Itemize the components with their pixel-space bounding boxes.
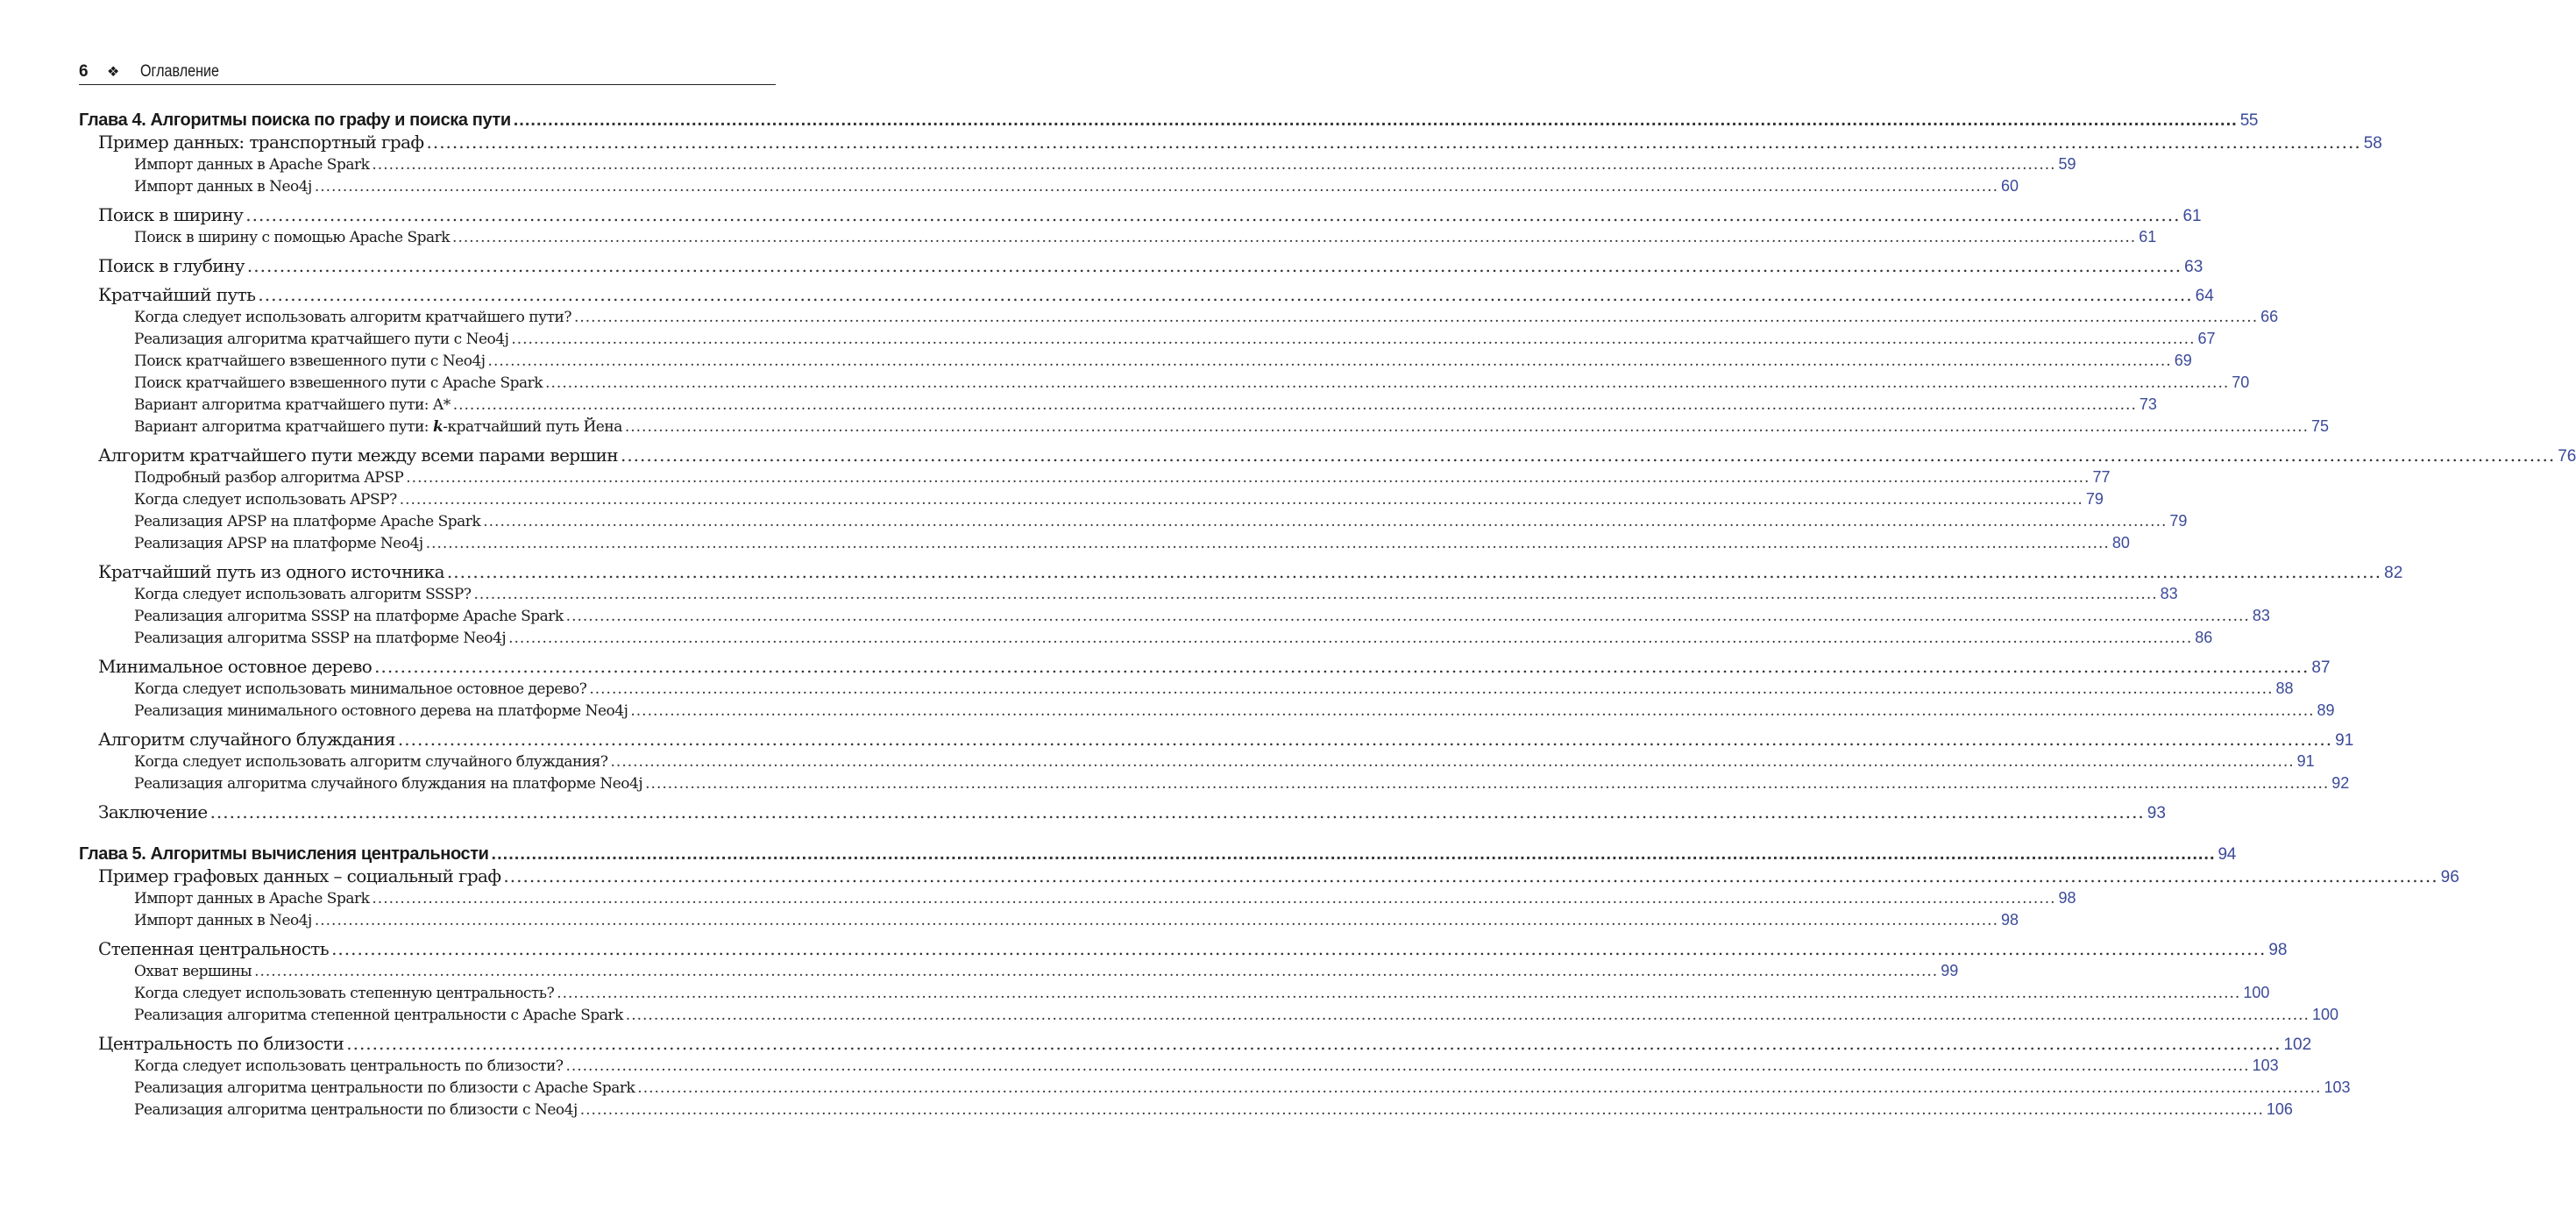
title-emphasis: k bbox=[432, 418, 444, 436]
title-text: Поиск в ширину bbox=[98, 204, 244, 225]
title-text: Реализация APSP на платформе Apache Spark bbox=[134, 513, 481, 530]
toc-entry-title bbox=[134, 751, 608, 773]
toc-subsection[interactable] bbox=[79, 700, 2335, 722]
title-text: Когда следует использовать степенную центральность? bbox=[134, 985, 555, 1002]
title-text: Импорт данных в Apache Spark bbox=[134, 156, 370, 174]
toc-chapter[interactable] bbox=[79, 110, 2259, 132]
dot-leader: ............................................................................................................................................................................................................................................................................................................ bbox=[557, 985, 2241, 1002]
toc-subsection[interactable] bbox=[79, 887, 2076, 909]
title-text: Алгоритм кратчайшего пути между всеми парами вершин bbox=[98, 445, 618, 466]
dot-leader: ............................................................................................................................................................................................................................................................................................................ bbox=[258, 284, 2193, 305]
title-text: Поиск кратчайшего взвешенного пути с Apache Spark bbox=[134, 374, 543, 392]
dot-leader: ............................................................................................................................................................................................................................................................................................................ bbox=[254, 963, 1939, 980]
toc-entry-title bbox=[134, 888, 369, 910]
toc-entry-title bbox=[98, 284, 255, 306]
dot-leader: ............................................................................................................................................................................................................................................................................................................ bbox=[645, 775, 2330, 793]
running-header bbox=[79, 60, 776, 85]
toc-page-number[interactable]: 61 bbox=[2182, 207, 2202, 225]
dot-leader: ............................................................................................................................................................................................................................................................................................................ bbox=[625, 1007, 2310, 1024]
dot-leader: ............................................................................................................................................................................................................................................................................................................ bbox=[511, 331, 2196, 348]
table-of-contents bbox=[79, 110, 2576, 1121]
toc-entry-title bbox=[134, 628, 506, 650]
toc-page-number[interactable]: 98 bbox=[2268, 941, 2288, 959]
title-text: Вариант алгоритма кратчайшего пути: A* bbox=[134, 396, 451, 414]
toc-section[interactable] bbox=[79, 801, 2166, 823]
toc-page-number[interactable]: 83 bbox=[2252, 607, 2270, 624]
toc-entry-title bbox=[98, 255, 245, 277]
title-text: Когда следует использовать алгоритм кратчайшего пути? bbox=[134, 309, 571, 326]
toc-subsection[interactable] bbox=[79, 153, 2076, 175]
toc-page-number[interactable]: 98 bbox=[2058, 889, 2076, 907]
dot-leader: ............................................................................................................................................................................................................................................................................................................ bbox=[372, 156, 2056, 174]
toc-entry-title bbox=[98, 445, 618, 466]
toc-subsection[interactable] bbox=[79, 605, 2270, 627]
toc-page-number[interactable]: 55 bbox=[2239, 111, 2259, 130]
toc-section[interactable] bbox=[79, 729, 2354, 751]
toc-page-number[interactable]: 92 bbox=[2331, 774, 2350, 792]
title-text: Импорт данных в Neo4j bbox=[134, 178, 312, 196]
toc-page-number[interactable]: 98 bbox=[2000, 911, 2019, 929]
toc-entry-title bbox=[134, 373, 543, 395]
toc-entry-title bbox=[134, 489, 397, 511]
toc-page-number[interactable]: 61 bbox=[2139, 228, 2157, 246]
toc-entry-title bbox=[79, 110, 511, 132]
dot-leader: ............................................................................................................................................................................................................................................................................................................ bbox=[565, 1057, 2250, 1075]
toc-subsection[interactable] bbox=[79, 1099, 2293, 1121]
title-text: Реализация алгоритма кратчайшего пути с Neo4j bbox=[134, 331, 509, 348]
toc-subsection[interactable] bbox=[79, 328, 2216, 350]
toc-subsection[interactable] bbox=[79, 627, 2213, 649]
toc-chapter[interactable] bbox=[79, 843, 2236, 865]
dot-leader: ............................................................................................................................................................................................................................................................................................................ bbox=[573, 309, 2259, 326]
toc-subsection[interactable] bbox=[79, 306, 2279, 328]
toc-subsection[interactable] bbox=[79, 372, 2250, 394]
title-text: Заключение bbox=[98, 801, 208, 822]
toc-page-number[interactable]: 58 bbox=[2363, 134, 2382, 153]
toc-subsection[interactable] bbox=[79, 466, 2111, 488]
toc-entry-title bbox=[134, 307, 571, 329]
toc-page-number[interactable]: 103 bbox=[2252, 1057, 2279, 1074]
toc-page-number[interactable]: 91 bbox=[2335, 731, 2354, 750]
toc-section[interactable] bbox=[79, 445, 2576, 466]
toc-entry-title bbox=[98, 204, 243, 226]
toc-entry-title bbox=[98, 729, 395, 751]
toc-page-number[interactable]: 76 bbox=[2558, 447, 2576, 466]
toc-section[interactable] bbox=[79, 656, 2331, 678]
toc-entry-title bbox=[134, 701, 628, 722]
toc-entry-title bbox=[134, 351, 486, 373]
toc-page-number[interactable]: 69 bbox=[2174, 352, 2192, 369]
toc-entry-title bbox=[134, 416, 622, 438]
toc-entry-title bbox=[134, 533, 423, 555]
dot-leader: ............................................................................................................................................................................................................................................................................................................ bbox=[503, 865, 2438, 886]
dot-leader: ............................................................................................................................................................................................................................................................................................................ bbox=[630, 702, 2315, 720]
toc-entry-title bbox=[134, 511, 480, 533]
dot-leader: ............................................................................................................................................................................................................................................................................................................ bbox=[487, 352, 2172, 370]
toc-subsection[interactable] bbox=[79, 226, 2157, 248]
toc-subsection[interactable] bbox=[79, 350, 2192, 372]
title-text-after: -кратчайший путь Йена bbox=[443, 418, 622, 436]
toc-page-number[interactable]: 66 bbox=[2260, 308, 2279, 325]
toc-entry-title bbox=[134, 961, 252, 983]
title-text: Реализация минимального остовного дерева на платформе Neo4j bbox=[134, 702, 628, 720]
title-text: Алгоритм случайного блуждания bbox=[98, 729, 395, 750]
toc-section[interactable] bbox=[79, 132, 2382, 153]
toc-page-number[interactable]: 106 bbox=[2266, 1100, 2293, 1118]
toc-entry-title bbox=[79, 843, 489, 865]
toc-entry-title bbox=[98, 801, 208, 823]
toc-page-number[interactable]: 86 bbox=[2195, 629, 2213, 646]
title-text: Реализация алгоритма случайного блуждания на платформе Neo4j bbox=[134, 775, 643, 793]
dot-leader: ............................................................................................................................................................................................................................................................................................................ bbox=[565, 608, 2250, 625]
title-text: Реализация алгоритма SSSP на платформе Apache Spark bbox=[134, 608, 564, 625]
toc-page-number[interactable]: 91 bbox=[2296, 752, 2315, 770]
toc-page-number[interactable]: 79 bbox=[2085, 490, 2104, 508]
toc-page-number[interactable]: 63 bbox=[2184, 258, 2203, 276]
toc-subsection[interactable] bbox=[79, 1004, 2338, 1026]
toc-section[interactable] bbox=[79, 204, 2202, 226]
toc-entry-title bbox=[134, 1056, 563, 1078]
dot-leader: ............................................................................................................................................................................................................................................................................................................ bbox=[372, 890, 2056, 907]
title-text: Степенная центральность bbox=[98, 938, 330, 959]
toc-subsection[interactable] bbox=[79, 175, 2019, 197]
dot-leader: ............................................................................................................................................................................................................................................................................................................ bbox=[513, 110, 2238, 130]
toc-entry-title bbox=[134, 1078, 635, 1100]
toc-entry-title bbox=[134, 606, 564, 628]
running-title: Оглавление bbox=[140, 62, 220, 81]
toc-page-number[interactable]: 82 bbox=[2384, 564, 2403, 582]
title-text: Импорт данных в Neo4j bbox=[134, 912, 312, 929]
toc-entry-title bbox=[134, 467, 403, 489]
dot-leader: ............................................................................................................................................................................................................................................................................................................ bbox=[620, 445, 2556, 466]
toc-page-number[interactable]: 73 bbox=[2139, 395, 2157, 413]
dot-leader: ............................................................................................................................................................................................................................................................................................................ bbox=[452, 396, 2137, 414]
toc-subsection[interactable] bbox=[79, 583, 2178, 605]
toc-subsection[interactable] bbox=[79, 772, 2350, 794]
dot-leader: ............................................................................................................................................................................................................................................................................................................ bbox=[545, 374, 2230, 392]
toc-section[interactable] bbox=[79, 561, 2403, 583]
dot-leader: ............................................................................................................................................................................................................................................................................................................ bbox=[346, 1033, 2281, 1054]
page-number: 6 bbox=[79, 62, 89, 81]
toc-section[interactable] bbox=[79, 865, 2459, 887]
title-text: Когда следует использовать центральность по близости? bbox=[134, 1057, 564, 1075]
toc-subsection[interactable] bbox=[79, 909, 2019, 931]
dot-leader: ............................................................................................................................................................................................................................................................................................................ bbox=[425, 535, 2110, 552]
toc-entry-title bbox=[134, 584, 472, 606]
toc-subsection[interactable] bbox=[79, 510, 2188, 532]
title-text: Кратчайший путь bbox=[98, 284, 256, 305]
toc-entry-title bbox=[98, 656, 372, 678]
dot-leader: ............................................................................................................................................................................................................................................................................................................ bbox=[426, 132, 2361, 153]
title-text: Поиск в глубину bbox=[98, 255, 245, 276]
title-text: Когда следует использовать APSP? bbox=[134, 491, 397, 509]
dot-leader: ............................................................................................................................................................................................................................................................................................................ bbox=[399, 491, 2083, 509]
toc-section[interactable] bbox=[79, 938, 2288, 960]
dot-leader: ............................................................................................................................................................................................................................................................................................................ bbox=[637, 1079, 2322, 1097]
toc-entry-title bbox=[134, 329, 508, 351]
toc-section[interactable] bbox=[79, 255, 2203, 277]
dot-leader: ............................................................................................................................................................................................................................................................................................................ bbox=[579, 1101, 2264, 1119]
toc-page-number[interactable]: 64 bbox=[2195, 287, 2214, 305]
toc-entry-title bbox=[98, 938, 329, 960]
title-text: Центральность по близости bbox=[98, 1033, 344, 1054]
toc-subsection[interactable] bbox=[79, 532, 2130, 554]
toc-page-number[interactable]: 77 bbox=[2092, 468, 2111, 486]
title-text: Глава 5. Алгоритмы вычисления центральности bbox=[79, 844, 489, 864]
dot-leader: ............................................................................................................................................................................................................................................................................................................ bbox=[624, 418, 2309, 436]
toc-page-number[interactable]: 59 bbox=[2058, 155, 2076, 173]
title-text: Реализация алгоритма степенной центральности с Apache Spark bbox=[134, 1007, 623, 1024]
title-text: Реализация алгоритма SSSP на платформе Neo4j bbox=[134, 630, 507, 647]
title-text: Минимальное остовное дерево bbox=[98, 656, 373, 677]
title-text: Реализация алгоритма центральности по близости с Apache Spark bbox=[134, 1079, 635, 1097]
dot-leader: ............................................................................................................................................................................................................................................................................................................ bbox=[245, 204, 2181, 225]
toc-section[interactable] bbox=[79, 1033, 2312, 1055]
toc-entry-title bbox=[98, 132, 423, 153]
toc-page-number[interactable]: 89 bbox=[2317, 701, 2335, 719]
dot-leader: ............................................................................................................................................................................................................................................................................................................ bbox=[473, 586, 2158, 603]
toc-page-number[interactable]: 93 bbox=[2147, 804, 2166, 822]
title-text: Когда следует использовать алгоритм случайного блуждания? bbox=[134, 753, 608, 771]
dot-leader: ............................................................................................................................................................................................................................................................................................................ bbox=[374, 656, 2310, 677]
toc-entry-title bbox=[134, 1100, 578, 1121]
toc-section[interactable] bbox=[79, 284, 2214, 306]
title-text: Реализация APSP на платформе Neo4j bbox=[134, 535, 423, 552]
dot-leader: ............................................................................................................................................................................................................................................................................................................ bbox=[446, 561, 2382, 582]
toc-subsection[interactable] bbox=[79, 678, 2294, 700]
toc-subsection[interactable] bbox=[79, 1055, 2279, 1077]
dot-leader: ............................................................................................................................................................................................................................................................................................................ bbox=[508, 630, 2193, 647]
dot-leader: ............................................................................................................................................................................................................................................................................................................ bbox=[589, 680, 2274, 698]
toc-entry-title bbox=[134, 773, 642, 795]
toc-page-number[interactable]: 75 bbox=[2311, 417, 2330, 435]
toc-entry-title bbox=[98, 1033, 344, 1055]
toc-page-number[interactable]: 96 bbox=[2440, 868, 2459, 886]
toc-page-number[interactable]: 79 bbox=[2169, 512, 2188, 530]
toc-entry-title bbox=[134, 176, 312, 198]
toc-entry-title bbox=[134, 1005, 623, 1027]
toc-page-number[interactable]: 94 bbox=[2218, 845, 2236, 864]
toc-entry-title bbox=[134, 154, 369, 176]
dot-leader: ............................................................................................................................................................................................................................................................................................................ bbox=[246, 255, 2182, 276]
toc-entry-title bbox=[134, 983, 554, 1005]
toc-entry-title bbox=[134, 679, 586, 701]
toc-page-number[interactable]: 70 bbox=[2232, 374, 2250, 391]
ornament-icon: ❖ bbox=[107, 65, 120, 80]
toc-entry-title bbox=[134, 910, 312, 932]
toc-page-number[interactable]: 67 bbox=[2197, 330, 2216, 347]
toc-subsection[interactable] bbox=[79, 960, 1959, 982]
toc-entry-title bbox=[98, 865, 500, 887]
title-text: Вариант алгоритма кратчайшего пути: bbox=[134, 418, 433, 436]
dot-leader: ............................................................................................................................................................................................................................................................................................................ bbox=[209, 801, 2145, 822]
title-text: Глава 4. Алгоритмы поиска по графу и поиска пути bbox=[79, 110, 511, 130]
toc-page-number[interactable]: 87 bbox=[2311, 658, 2331, 677]
title-text: Поиск кратчайшего взвешенного пути с Neo4j bbox=[134, 352, 486, 370]
dot-leader: ............................................................................................................................................................................................................................................................................................................ bbox=[397, 729, 2333, 750]
toc-page-number[interactable]: 103 bbox=[2324, 1078, 2351, 1096]
dot-leader: ............................................................................................................................................................................................................................................................................................................ bbox=[452, 229, 2137, 246]
toc-subsection[interactable] bbox=[79, 1077, 2351, 1099]
dot-leader: ............................................................................................................................................................................................................................................................................................................ bbox=[331, 938, 2267, 959]
toc-subsection[interactable] bbox=[79, 982, 2270, 1004]
title-text: Реализация алгоритма центральности по близости с Neo4j bbox=[134, 1101, 578, 1119]
toc-page-number[interactable]: 99 bbox=[1941, 962, 1959, 979]
title-text: Кратчайший путь из одного источника bbox=[98, 561, 444, 582]
toc-subsection[interactable] bbox=[79, 394, 2157, 416]
toc-page-number[interactable]: 88 bbox=[2275, 680, 2294, 697]
title-text: Охват вершины bbox=[134, 963, 252, 980]
toc-page-number[interactable]: 100 bbox=[2311, 1006, 2338, 1023]
toc-page-number[interactable]: 100 bbox=[2243, 984, 2270, 1001]
title-text: Когда следует использовать минимальное остовное дерево? bbox=[134, 680, 587, 698]
toc-subsection[interactable] bbox=[79, 488, 2104, 510]
title-text: Поиск в ширину с помощью Apache Spark bbox=[134, 229, 451, 246]
title-text: Подробный разбор алгоритма APSP bbox=[134, 469, 404, 487]
dot-leader: ............................................................................................................................................................................................................................................................................................................ bbox=[491, 844, 2216, 864]
dot-leader: ............................................................................................................................................................................................................................................................................................................ bbox=[314, 912, 1998, 929]
toc-page-number[interactable]: 83 bbox=[2160, 585, 2178, 602]
title-text: Когда следует использовать алгоритм SSSP? bbox=[134, 586, 472, 603]
title-text: Пример графовых данных – социальный граф bbox=[98, 865, 501, 886]
toc-entry-title bbox=[134, 395, 451, 416]
toc-page-number[interactable]: 60 bbox=[2000, 177, 2019, 195]
toc-entry-title bbox=[134, 227, 450, 249]
toc-page-number[interactable]: 102 bbox=[2283, 1036, 2312, 1054]
title-text: Пример данных: транспортный граф bbox=[98, 132, 424, 153]
dot-leader: ............................................................................................................................................................................................................................................................................................................ bbox=[483, 513, 2168, 530]
dot-leader: ............................................................................................................................................................................................................................................................................................................ bbox=[610, 753, 2295, 771]
dot-leader: ............................................................................................................................................................................................................................................................................................................ bbox=[314, 178, 1998, 196]
toc-subsection[interactable] bbox=[79, 416, 2330, 438]
toc-page-number[interactable]: 80 bbox=[2111, 534, 2130, 552]
toc-entry-title bbox=[98, 561, 444, 583]
toc-subsection[interactable] bbox=[79, 751, 2315, 772]
dot-leader: ............................................................................................................................................................................................................................................................................................................ bbox=[406, 469, 2090, 487]
title-text: Импорт данных в Apache Spark bbox=[134, 890, 370, 907]
